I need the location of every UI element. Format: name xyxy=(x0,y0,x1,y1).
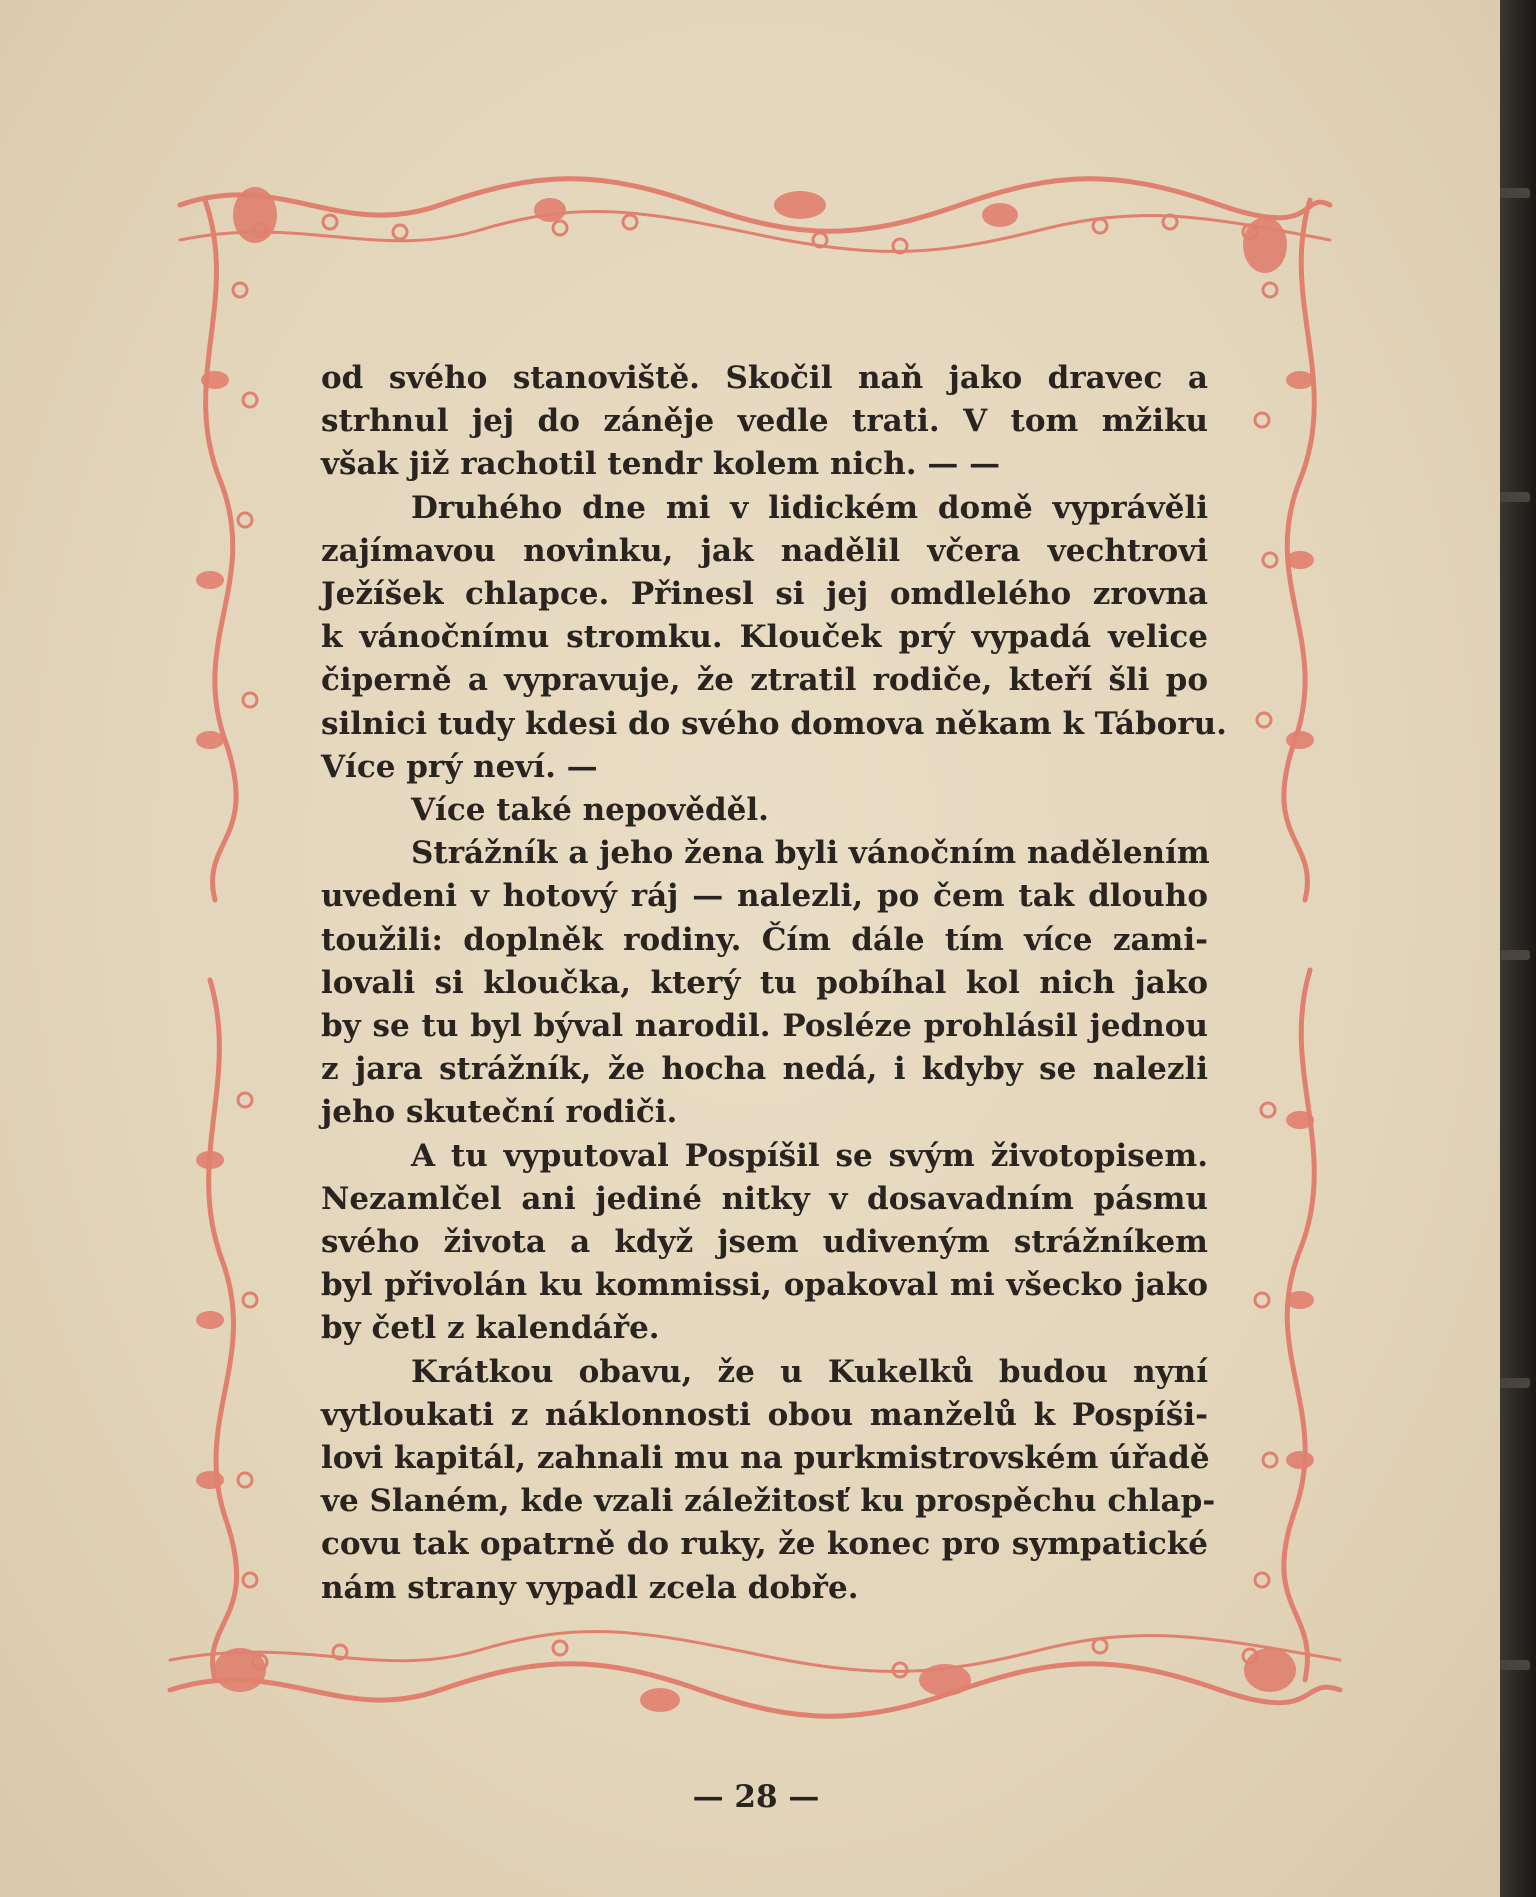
right-vine-upper xyxy=(1284,200,1314,900)
text-line: A tu vyputoval Pospíšil se svým životopisem. xyxy=(411,1137,1208,1174)
spine-mark xyxy=(1500,188,1530,198)
right-vine-lower xyxy=(1284,970,1314,1680)
text-line: uvedeni v hotový ráj — nalezli, po čem tak dlouho xyxy=(321,878,1208,915)
text-line: Strážník a jeho žena byli vánočním nadělením xyxy=(411,835,1210,872)
text-line: ve Slaném, kde vzali záležitosť ku prospěchu chlap- xyxy=(321,1483,1216,1520)
text-line: Ježíšek chlapce. Přinesl si jej omdlelého zrovna xyxy=(321,576,1208,613)
text-line: strhnul jej do záněje vedle trati. V tom mžiku xyxy=(321,403,1208,440)
text-line: lovi kapitál, zahnali mu na purkmistrovském úřadě xyxy=(321,1440,1210,1477)
text-line: covu tak opatrně do ruky, že konec pro sympatické xyxy=(321,1526,1208,1563)
text-line: lovali si kloučka, který tu pobíhal kol nich jako xyxy=(321,964,1208,1001)
bottom-vine xyxy=(170,1664,1340,1717)
text-line: čiperně a vypravuje, že ztratil rodiče, kteří šli po xyxy=(321,662,1208,699)
left-vine-lower xyxy=(209,980,237,1680)
paragraph xyxy=(321,832,1208,1134)
spine-mark xyxy=(1500,1378,1530,1388)
book-spine xyxy=(1500,0,1536,1897)
text-line: Krátkou obavu, že u Kukelků budou nyní xyxy=(411,1353,1208,1390)
top-vine xyxy=(180,179,1330,232)
text-line: od svého stanoviště. Skočil naň jako dravec a xyxy=(321,360,1208,396)
text-line: toužili: doplněk rodiny. Čím dále tím více zami- xyxy=(321,921,1208,958)
text-line: nám strany vypadl zcela dobře. xyxy=(321,1569,859,1606)
paragraph xyxy=(321,1135,1208,1351)
paragraph xyxy=(321,1351,1216,1610)
text-line: Nezamlčel ani jediné nitky v dosavadním pásmu xyxy=(321,1180,1208,1217)
left-vine-upper xyxy=(205,200,236,900)
text-line: jeho skuteční rodiči. xyxy=(321,1094,678,1131)
text-line: z jara strážník, že hocha nedá, i kdyby se nalezli xyxy=(321,1051,1208,1088)
text-line: Více prý neví. — xyxy=(321,748,598,785)
paragraph xyxy=(321,357,1208,487)
text-line: Druhého dne mi v lidickém domě vyprávěli xyxy=(411,489,1208,526)
paragraph xyxy=(321,789,1208,832)
text-line: svého života a když jsem udiveným strážníkem xyxy=(321,1224,1208,1261)
paragraph xyxy=(321,487,1227,789)
page-number: — 28 — xyxy=(692,1779,820,1815)
text-line: silnici tudy kdesi do svého domova někam k Táboru. xyxy=(321,705,1227,742)
text-line: k vánočnímu stromku. Klouček prý vypadá velice xyxy=(321,619,1208,656)
text-line: však již rachotil tendr kolem nich. — — xyxy=(321,446,1001,483)
text-line: Více také nepověděl. xyxy=(411,792,769,829)
text-line: by se tu byl býval narodil. Posléze prohlásil jednou xyxy=(321,1008,1208,1045)
body-text xyxy=(321,357,1227,1610)
spine-mark xyxy=(1500,492,1530,502)
text-line: vytloukati z náklonnosti obou manželů k Pospíši- xyxy=(321,1396,1208,1433)
spine-mark xyxy=(1500,1660,1530,1670)
text-line: by četl z kalendáře. xyxy=(321,1310,660,1347)
text-line: byl přivolán ku kommissi, opakoval mi všecko jako xyxy=(321,1267,1208,1304)
spine-mark xyxy=(1500,950,1530,960)
text-line: zajímavou novinku, jak nadělil včera vechtrovi xyxy=(321,532,1208,569)
